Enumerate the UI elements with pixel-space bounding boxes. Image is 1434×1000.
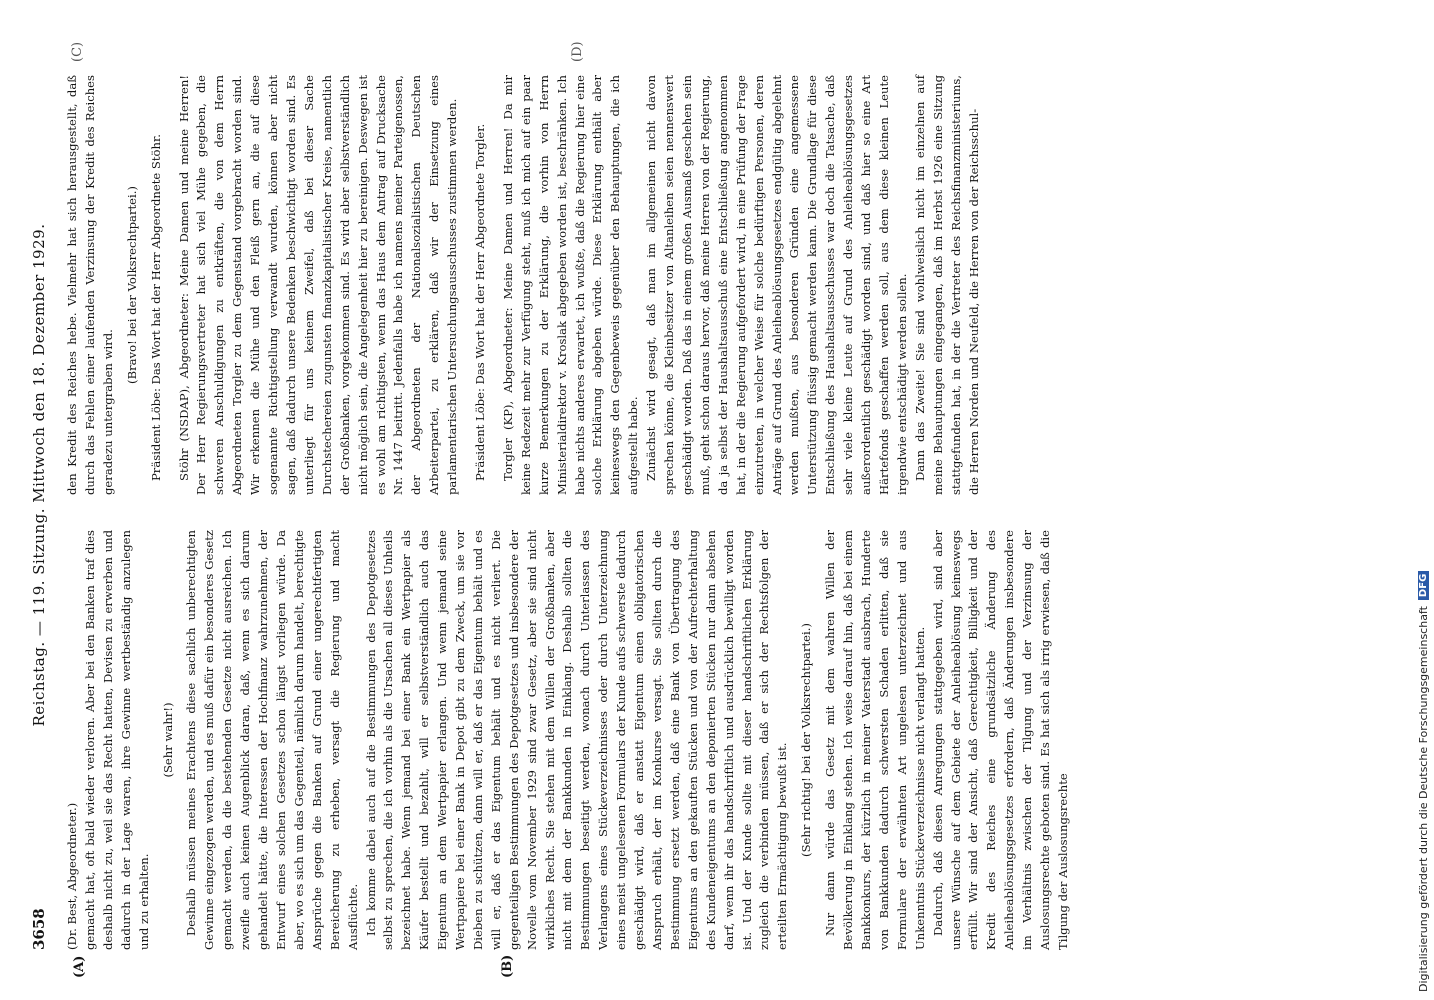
left-column [64,530,1073,950]
dfg-badge: DFG [1418,571,1429,600]
president-statement: Präsident Löbe: Das Wort hat der Herr Abgeordnete Torgler. [473,123,488,481]
speaker-continuation: (Dr. Best, Abgeordneter.) [65,802,79,950]
speech-paragraph: Torgler (KP), Abgeordneter: Meine Damen und Herren! Da mir keine Redezeit mehr zur Verfügung steht, muß ich mich auf ein paar kurze Bemerkungen zu der Erklärung, die vorhin von Herrn Ministerialdirektor v. Kroslak abgegeben worden ist, beschränken. Ich habe nichts anderes erwartet, ich wußte, daß die Regierung hier eine solche Erklärung abgeben würde. Diese Erklärung enthält aber keineswegs den Gegenbeweis gegenüber den Behauptungen, die ich aufgestellt habe. [500,75,641,495]
margin-marker-b: (B) [500,954,515,978]
paragraph: gemacht hat, oft bald wieder verloren. Aber bei den Banken traf dies deshalb nicht zu, weil sie das Recht hatten, Devisen zu erwerben und dadurch in der Lage waren, ihre Gewinne wertbeständig anzulegen und zu erhalten. [82,530,151,950]
interjection: (Bravo! bei der Volksrechtpartei.) [124,186,139,384]
right-column [64,75,983,495]
paragraph: Nur dann würde das Gesetz mit dem wahren Willen der Bevölkerung in Einklang stehen. Ich weise darauf hin, daß bei einem Bankkonkurs, der kürzlich in meiner Vaterstadt ausbrach, Hunderte von Bankkunden dadurch schwersten Schaden erlitten, daß sie Formulare der erwähnten Art ungelesen unterzeichnet und aus Unkenntnis Stückeverzeichnisse nicht verlangt hatten. [823,530,927,950]
paragraph: Ich komme dabei auch auf die Bestimmungen des Depotgesetzes selbst zu sprechen, die ich vorhin als die Ursachen all dieses Unheils bezeichnet habe. Wenn jemand bei einer Bank ein Wertpapier als Käufer bestellt und bezahlt, will er selbstverständlich auch das Eigentum an dem Wertpapier erlangen. Und wenn jemand seine Wertpapiere bei einer Bank in Depot gibt zu dem Zweck, um sie vor Dieben zu schützen, dann will er, daß er das Eigentum behält und es will er, daß er das Eigentum behält und es nicht verliert. Die gegenteiligen Bestimmungen des Depotgesetzes und insbesondere der Novelle vom November 1929 sind zwar Gesetz, aber sie sind nicht wirkliches Recht. Sie stehen mit dem Willen der Großbanken, aber nicht mit dem der Bankkunden in Einklang. Deshalb sollten die Bestimmungen beseitigt werden, wonach durch Unterlassen des Verlangens eines Stückeverzeichnisses oder durch Unterzeichnung eines meist ungelesenen Formulars der Kunde aufs schwerste dadurch geschädigt wird, daß er anstatt Eigentum einen obligatorischen Anspruch erhält, der im Konkurse versagt. Sie sollten durch die Bestimmung ersetzt werden, daß eine Bank von Übertragung des Eigentums an den gekauften Stücken und von der Aufrechterhaltung des Kundeneigentums an den deponierten Stücken nur dann absehen darf, wenn ihr das handschriftlich und ausdrücklich bewilligt worden ist. Und der Kunde sollte mit dieser handschriftlichen Erklärung zugleich die verbinden müssen, daß er sich der Rechtsfolgen der erteilten Ermächtigung bewußt ist. [363,530,790,950]
interjection: (Sehr richtig! bei der Volksrechtpartei.) [799,623,814,857]
president-statement: Präsident Löbe: Das Wort hat der Herr Abgeordnete Stöhr. [148,134,163,481]
speech-paragraph: Zunächst wird gesagt, daß man im allgemeinen nicht davon sprechen könne, die Kleinbesitzer von Altanleihen seien nennenswert geschädigt worden. Daß das in einem großen Ausmaß geschehen sein muß, geht schon daraus hervor, daß meine Herren von der Regierung, da ja selbst der Haushaltsausschuß eine Entschließung angenommen hat, in der die Regierung aufgefordert wird, in eine Prüfung der Frage einzutreten, in welcher Weise für solche bedürftigen Personen, deren Anträge auf Grund des Anleiheablösungsgesetzes endgültig abgelehnt werden mußten, aus besonderen Gründen eine angemessene Unterstützung flüssig gemacht werden kann. Die Grundlage für diese Entschließung des Haushaltsausschusses war doch die Tatsache, daß sehr viele kleine Leute auf Grund des Anleiheablösungsgesetzes außerordentlich geschädigt worden sind, und daß hier so eine Art Härtefonds geschaffen werden soll, aus dem diese kleinen Leute irgendwie entschädigt werden sollen. [644,75,909,495]
paragraph: Deshalb müssen meines Erachtens diese sachlich unberechtigten Gewinne eingezogen werden, und es muß dafür ein besonderes Gesetz gemacht werden, da die bestehenden Gesetze nicht ausreichen. Ich zweifle auch keinen Augenblick daran, daß, wenn es sich darum gehandelt hätte, die Interessen der Hochfinanz wahrzunehmen, der Entwurf eines solchen Gesetzes schon längst vorliegen würde. Da aber, wo es sich um das Gegenteil, nämlich darum handelt, berechtigte Ansprüche gegen die Banken auf Grund einer ungerechtfertigten Bereicherung zu erheben, versagt die Regierung und macht Ausflüchte. [184,530,360,950]
margin-marker-c: (C) [70,41,85,62]
digitization-note [1414,12,1432,992]
interjection: (Sehr wahr!) [160,702,175,778]
speech-paragraph: Stöhr (NSDAP), Abgeordneter: Meine Damen und meine Herren! Der Herr Regierungsvertreter hat sich viel Mühe gegeben, die schweren Anschuldigungen zu entkräften, die von dem Herrn Abgeordneten Torgler zu dem Gegenstand vorgebracht worden sind. Wir erkennen die Mühe und den Fleiß gern an, die auf diese sogenannte Richtigstellung verwandt wurden, können aber nicht sagen, daß dadurch unsere Bedenken beschwichtigt worden sind. Es unterliegt für uns keinem Zweifel, daß bei dieser Sache Durchstechereien zugunsten finanzkapitalistischer Kreise, namentlich der Großbanken, vorgekommen sind. Es wird aber selbstverständlich nicht möglich sein, die Angelegenheit hier zu bereinigen. Deswegen ist es wohl am richtigsten, wenn das Haus dem Antrag auf Drucksache Nr. 1447 beitritt. Jedenfalls habe ich namens meiner Parteigenossen, der Abgeordneten der Nationalsozialistischen Deutschen Arbeiterpartei, zu erklären, daß wir der Einsetzung eines parlamentarischen Untersuchungsausschusses zustimmen werden. [176,75,460,495]
paragraph: den Kredit des Reiches hebe. Vielmehr hat sich herausgestellt, daß durch das Fehlen einer laufenden Verzinsung der Kredit des Reiches geradezu untergraben wird. [65,75,115,495]
page-number: 3658 [30,908,48,950]
margin-marker-d: (D) [570,41,585,62]
digitization-text: Digitalisierung gefördert durch die Deutsche Forschungsgemeinschaft [1416,606,1430,992]
page-header [30,70,56,950]
margin-marker-a: (A) [72,955,87,978]
page-title: Reichstag. — 119. Sitzung. Mittwoch den 18. Dezember 1929. [30,223,48,727]
speech-paragraph: Dann das Zweite! Sie sind wohlweislich nicht im einzelnen auf meine Behauptungen eingegangen, daß im Herbst 1926 eine Sitzung stattgefunden hat, in der die Vertreter des Reichsfinanzministeriums, die Herren Norden und Neufeld, die Herren von der Reichsschul- [912,75,981,495]
paragraph: Dadurch, daß diesen Anregungen stattgegeben wird, sind aber unsere Wünsche auf dem Gebiete der Anleiheablösung keineswegs erfüllt. Wir sind der Ansicht, daß Gerechtigkeit, Billigkeit und der Kredit des Reiches eine grundsätzliche Änderung des Anleiheablösungsgesetzes erfordern, daß Änderungen insbesondere im Verhältnis zwischen der Tilgung und der Verzinsung der Auslosungsrechte geboten sind. Es hat sich als irrig erwiesen, daß die Tilgung der Auslosungsrechte [930,530,1070,950]
rotated-page [30,41,1340,978]
